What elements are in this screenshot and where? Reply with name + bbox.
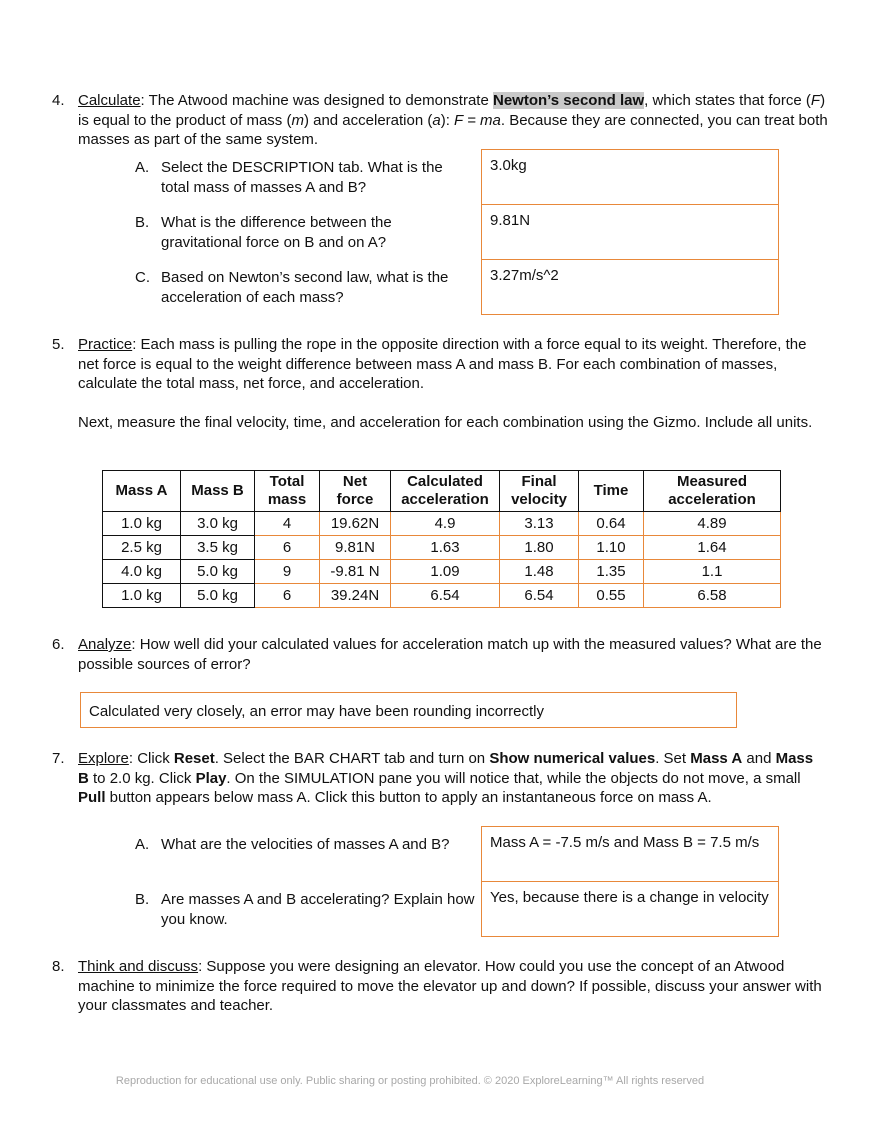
q4-item-b: [135, 213, 475, 252]
bold-term: Mass A: [690, 750, 743, 767]
text-run: : Each mass is pulling the rope in the opposite direction with a force equal to its weight. Therefore, the net force is equal to the weight difference between mass A and mass B. For each combination of masses, calculate the total mass, net force, and acceleration.: [78, 336, 807, 392]
table-cell[interactable]: 9: [255, 560, 320, 584]
question-number: 4.: [52, 92, 65, 109]
table-cell[interactable]: 4: [255, 512, 320, 536]
text-run: ) and acceleration (: [303, 111, 433, 129]
text-run: . Select the BAR CHART tab and turn on: [214, 750, 490, 767]
equation: F = ma: [454, 111, 501, 129]
question-4: [52, 91, 832, 150]
table-cell[interactable]: 0.64: [579, 512, 644, 536]
question-label: Practice: [78, 336, 133, 353]
question-7: [52, 749, 822, 808]
table-cell[interactable]: 1.80: [500, 536, 579, 560]
answer-box-7b[interactable]: Yes, because there is a change in velocity: [481, 881, 779, 937]
table-cell[interactable]: 4.9: [391, 512, 500, 536]
table-cell[interactable]: 9.81N: [320, 536, 391, 560]
question-text: [78, 335, 822, 394]
table-cell[interactable]: 19.62N: [320, 512, 391, 536]
footer-copyright: Reproduction for educational use only. Public sharing or posting prohibited. © 2020 ExploreLearning™ All rights reserved: [115, 1075, 705, 1087]
header-time: Time: [579, 471, 644, 512]
question-number: 5.: [52, 336, 65, 353]
table-cell[interactable]: 1.48: [500, 560, 579, 584]
header-total-mass: Total mass: [255, 471, 320, 512]
header-calc-accel: Calculated acceleration: [391, 471, 500, 512]
table-cell[interactable]: 6.58: [644, 584, 781, 608]
bold-term: Mass B: [78, 750, 814, 787]
item-letter: A.: [135, 836, 150, 853]
question-number: 8.: [52, 958, 65, 975]
q7-item-a: [135, 835, 475, 855]
header-mass-a: Mass A: [103, 471, 181, 512]
item-question: What are the velocities of masses A and B?: [161, 836, 450, 853]
question-label: Analyze: [78, 636, 132, 653]
table-cell[interactable]: 0.55: [579, 584, 644, 608]
variable-f: F: [810, 92, 821, 109]
question-number: 7.: [52, 750, 65, 767]
answer-box-7a[interactable]: Mass A = -7.5 m/s and Mass B = 7.5 m/s: [481, 826, 779, 882]
text-run: . Because they are connected, you can treat both masses as part of the same system.: [78, 111, 828, 148]
question-label: Explore: [78, 750, 129, 767]
table-cell[interactable]: 6: [255, 536, 320, 560]
table-row: [103, 512, 781, 536]
table-cell: 4.0 kg: [103, 560, 181, 584]
question-text-2: Next, measure the final velocity, time, and acceleration for each combination using the Gizmo. Include all units.: [78, 414, 813, 431]
text-run: : Suppose you were designing an elevator. How could you use the concept of an Atwood machine to minimize the force required to move the elevator up and down? If possible, discuss your answer with your classmates and teacher.: [78, 958, 822, 1014]
text-run: to 2.0 kg. Click: [88, 769, 196, 787]
question-6: [52, 635, 822, 674]
bold-term: Play: [195, 769, 227, 787]
question-text: [78, 957, 827, 1016]
bold-term: Pull: [78, 789, 106, 806]
q4-item-c: [135, 268, 475, 307]
table-cell[interactable]: 1.1: [644, 560, 781, 584]
item-question: Select the DESCRIPTION tab. What is the total mass of masses A and B?: [161, 159, 443, 196]
header-net-force: Net force: [320, 471, 391, 512]
table-cell[interactable]: 1.64: [644, 536, 781, 560]
question-number: 6.: [52, 636, 65, 653]
table-cell[interactable]: 6: [255, 584, 320, 608]
table-header-row: [103, 471, 781, 512]
bold-term: Show numerical values: [489, 750, 656, 767]
text-run: and: [742, 750, 776, 767]
table-cell[interactable]: 1.09: [391, 560, 500, 584]
answer-box-4b[interactable]: 9.81N: [481, 204, 779, 260]
item-question: Based on Newton’s second law, what is the acceleration of each mass?: [161, 269, 449, 306]
header-final-velocity: Final velocity: [500, 471, 579, 512]
table-cell[interactable]: 1.10: [579, 536, 644, 560]
text-run: . Set: [655, 750, 691, 767]
highlighted-term: Newton’s second law: [492, 92, 645, 109]
header-mass-b: Mass B: [181, 471, 255, 512]
text-run: . On the SIMULATION pane you will notice that, while the objects do not move, a small: [226, 769, 801, 787]
table-cell[interactable]: 6.54: [391, 584, 500, 608]
table-cell: 2.5 kg: [103, 536, 181, 560]
table-cell: 1.0 kg: [103, 512, 181, 536]
text-run: ):: [440, 111, 455, 129]
answer-box-6[interactable]: Calculated very closely, an error may have been rounding incorrectly: [80, 692, 737, 728]
table-row: [103, 584, 781, 608]
text-run: : The Atwood machine was designed to demonstrate: [140, 92, 493, 109]
table-cell[interactable]: -9.81 N: [320, 560, 391, 584]
question-label: Calculate: [78, 92, 141, 109]
table-cell[interactable]: 39.24N: [320, 584, 391, 608]
table-cell[interactable]: 1.63: [391, 536, 500, 560]
answer-box-4a[interactable]: 3.0kg: [481, 149, 779, 205]
item-letter: B.: [135, 214, 150, 231]
text-run: ) is equal to the product of mass (: [78, 92, 826, 129]
data-table: [102, 470, 781, 608]
bold-term: Reset: [173, 750, 215, 767]
answer-box-4c[interactable]: 3.27m/s^2: [481, 259, 779, 315]
variable-m: m: [291, 111, 304, 129]
question-5: [52, 335, 822, 433]
table-row: [103, 536, 781, 560]
item-question: Are masses A and B accelerating? Explain how you know.: [161, 891, 475, 928]
text-run: : How well did your calculated values for acceleration match up with the measured values? What are the possible sources of error?: [78, 636, 822, 673]
variable-a: a: [432, 111, 441, 129]
q4-item-a: [135, 158, 475, 197]
item-letter: A.: [135, 159, 150, 176]
table-cell: 3.0 kg: [181, 512, 255, 536]
table-cell[interactable]: 6.54: [500, 584, 579, 608]
text-run: : Click: [128, 750, 174, 767]
question-text: [78, 635, 822, 674]
text-run: , which states that force (: [644, 92, 811, 109]
item-question: What is the difference between the gravitational force on B and on A?: [161, 214, 392, 251]
table-cell: 5.0 kg: [181, 584, 255, 608]
table-cell[interactable]: 3.13: [500, 512, 579, 536]
question-text: [78, 91, 832, 150]
item-letter: C.: [135, 269, 150, 286]
table-cell[interactable]: 1.35: [579, 560, 644, 584]
text-run: button appears below mass A. Click this button to apply an instantaneous force on mass A.: [105, 789, 712, 806]
table-cell: 1.0 kg: [103, 584, 181, 608]
question-label: Think and discuss: [78, 958, 199, 975]
table-cell: 5.0 kg: [181, 560, 255, 584]
question-text: [78, 749, 822, 808]
item-letter: B.: [135, 891, 150, 908]
header-meas-accel: Measured acceleration: [644, 471, 781, 512]
table-row: [103, 560, 781, 584]
table-cell: 3.5 kg: [181, 536, 255, 560]
q7-item-b: [135, 890, 475, 929]
table-cell[interactable]: 4.89: [644, 512, 781, 536]
question-8: [52, 957, 827, 1016]
